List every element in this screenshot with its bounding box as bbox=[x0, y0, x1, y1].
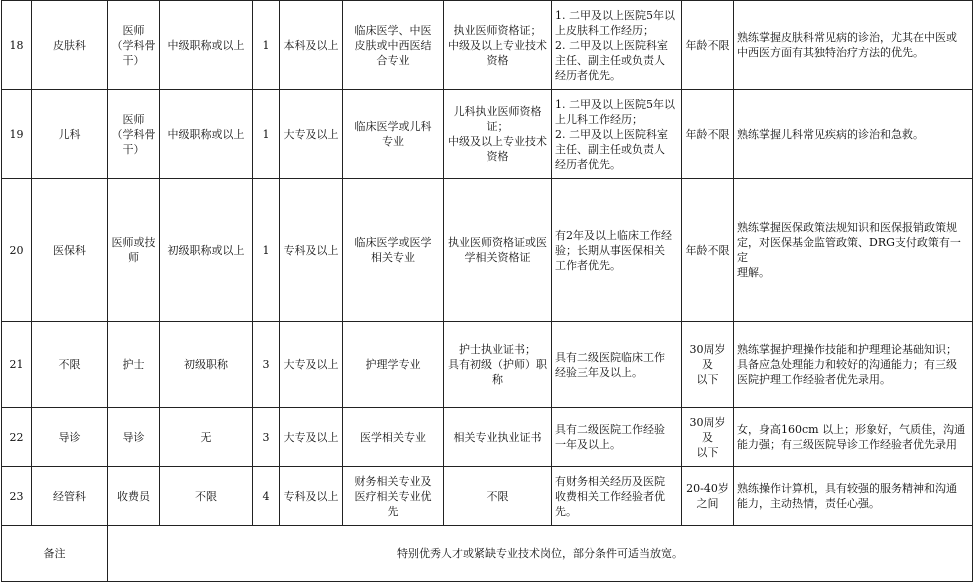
major-cell bbox=[343, 408, 444, 467]
age-cell-text: 30周岁及 以下 bbox=[689, 415, 726, 459]
major-cell-text: 医学相关专业 bbox=[360, 430, 426, 444]
major-cell bbox=[343, 467, 444, 526]
title-requirement-cell-text: 中级职称或以上 bbox=[167, 38, 245, 52]
position-cell-text: 医师或技 师 bbox=[111, 236, 156, 264]
requirements-cell bbox=[734, 179, 973, 322]
row-number-cell bbox=[2, 408, 32, 467]
position-cell bbox=[108, 322, 160, 408]
age-cell-text: 年龄不限 bbox=[685, 243, 730, 257]
headcount-cell-text: 4 bbox=[262, 489, 270, 503]
position-cell bbox=[108, 467, 160, 526]
title-requirement-cell bbox=[160, 90, 253, 179]
note-label: 备注 bbox=[2, 526, 108, 582]
department-cell-text: 医保科 bbox=[53, 243, 86, 257]
headcount-cell-text: 3 bbox=[262, 430, 270, 444]
department-cell-text: 儿科 bbox=[58, 127, 81, 141]
qualification-cell bbox=[444, 408, 552, 467]
row-number-cell bbox=[2, 90, 32, 179]
row-number-cell-text: 21 bbox=[9, 358, 24, 371]
major-cell-text: 护理学专业 bbox=[365, 358, 421, 371]
department-cell bbox=[32, 467, 108, 526]
education-cell bbox=[280, 408, 343, 467]
headcount-cell bbox=[253, 90, 280, 179]
education-cell bbox=[280, 1, 343, 90]
headcount-cell-text: 1 bbox=[262, 38, 270, 52]
table-body bbox=[2, 1, 973, 582]
headcount-cell bbox=[253, 322, 280, 408]
age-cell-text: 30周岁及 以下 bbox=[689, 343, 726, 386]
department-cell-text: 导诊 bbox=[58, 430, 81, 444]
note-text: 特别优秀人才或紧缺专业技术岗位，部分条件可适当放宽。 bbox=[108, 526, 973, 582]
qualification-cell bbox=[444, 90, 552, 179]
table-row bbox=[2, 1, 973, 90]
requirements-cell-text: 熟练掌握皮肤科常见病的诊治，尤其在中医或 中西医方面有其独特治疗方法的优先。 bbox=[737, 31, 957, 59]
row-number-cell-text: 20 bbox=[9, 243, 24, 257]
experience-cell-text: 1. 二甲及以上医院5年以 上皮肤科工作经历； 2. 二甲及以上医院科室 主任、副主任或负责人 经历者优先。 bbox=[555, 8, 675, 82]
headcount-cell-text: 3 bbox=[262, 358, 270, 371]
major-cell-text: 财务相关专业及 医疗相关专业优 先 bbox=[354, 474, 432, 518]
title-requirement-cell bbox=[160, 408, 253, 467]
title-requirement-cell-text: 初级职称 bbox=[184, 358, 228, 371]
major-cell bbox=[343, 322, 444, 408]
row-number-cell-text: 22 bbox=[9, 430, 24, 444]
table-row bbox=[2, 179, 973, 322]
requirements-cell bbox=[734, 90, 973, 179]
education-cell bbox=[280, 90, 343, 179]
department-cell bbox=[32, 322, 108, 408]
position-cell bbox=[108, 90, 160, 179]
qualification-cell-text: 儿科执业医师资格 证； 中级及以上专业技术 资格 bbox=[448, 105, 547, 163]
requirements-cell bbox=[734, 467, 973, 526]
table-row bbox=[2, 322, 973, 408]
row-number-cell bbox=[2, 467, 32, 526]
education-cell bbox=[280, 179, 343, 322]
major-cell bbox=[343, 179, 444, 322]
position-cell-text: 导诊 bbox=[122, 430, 145, 444]
row-number-cell bbox=[2, 179, 32, 322]
table-row bbox=[2, 408, 973, 467]
title-requirement-cell bbox=[160, 467, 253, 526]
requirements-cell-text: 熟练操作计算机，具有较强的服务精神和沟通 能力，主动热情，责任心强。 bbox=[737, 482, 957, 510]
qualification-cell bbox=[444, 179, 552, 322]
experience-cell-text: 具有二级医院工作经验 一年及以上。 bbox=[555, 423, 665, 451]
headcount-cell bbox=[253, 179, 280, 322]
title-requirement-cell-text: 不限 bbox=[195, 489, 217, 503]
experience-cell bbox=[552, 322, 682, 408]
department-cell-text: 皮肤科 bbox=[53, 38, 86, 52]
education-cell bbox=[280, 322, 343, 408]
title-requirement-cell bbox=[160, 179, 253, 322]
age-cell bbox=[682, 408, 734, 467]
age-cell bbox=[682, 1, 734, 90]
title-requirement-cell bbox=[160, 1, 253, 90]
education-cell-text: 大专及以上 bbox=[283, 358, 339, 371]
row-number-cell bbox=[2, 322, 32, 408]
position-cell-text: 医师 （学科骨 干） bbox=[111, 112, 156, 156]
major-cell-text: 临床医学或医学 相关专业 bbox=[354, 236, 432, 264]
title-requirement-cell bbox=[160, 322, 253, 408]
qualification-cell-text: 护士执业证书； 具有初级（护师）职 称 bbox=[448, 343, 547, 386]
experience-cell bbox=[552, 90, 682, 179]
qualification-cell bbox=[444, 467, 552, 526]
requirements-cell-text: 女，身高160cm 以上；形象好，气质佳，沟通 能力强；有三级医院导诊工作经验者优先录用 bbox=[737, 423, 966, 451]
age-cell bbox=[682, 179, 734, 322]
department-cell-text: 经管科 bbox=[53, 489, 86, 503]
education-cell-text: 专科及以上 bbox=[283, 489, 339, 503]
department-cell bbox=[32, 179, 108, 322]
experience-cell bbox=[552, 1, 682, 90]
headcount-cell bbox=[253, 408, 280, 467]
major-cell-text: 临床医学、中医 皮肤或中西医结 合专业 bbox=[354, 23, 432, 67]
education-cell-text: 本科及以上 bbox=[283, 38, 339, 52]
position-cell bbox=[108, 408, 160, 467]
table-row bbox=[2, 467, 973, 526]
department-cell bbox=[32, 90, 108, 179]
age-cell bbox=[682, 467, 734, 526]
title-requirement-cell-text: 无 bbox=[200, 430, 212, 444]
requirements-cell bbox=[734, 408, 973, 467]
age-cell-text: 年龄不限 bbox=[685, 38, 730, 52]
experience-cell bbox=[552, 408, 682, 467]
row-number-cell-text: 19 bbox=[9, 127, 24, 141]
requirements-cell-text: 熟练掌握护理操作技能和护理理论基础知识； 具备应急处理能力和较好的沟通能力；有三级 医院护理工作经验者优先录用。 bbox=[737, 343, 957, 386]
position-cell-text: 医师 （学科骨 干） bbox=[111, 23, 156, 67]
experience-cell-text: 有2年及以上临床工作经 验；长期从事医保相关 工作者优先。 bbox=[555, 228, 672, 272]
age-cell-text: 20-40岁 之间 bbox=[686, 482, 729, 510]
experience-cell bbox=[552, 179, 682, 322]
major-cell bbox=[343, 90, 444, 179]
headcount-cell-text: 1 bbox=[262, 243, 270, 257]
row-number-cell-text: 18 bbox=[9, 38, 24, 52]
qualification-cell bbox=[444, 322, 552, 408]
age-cell-text: 年龄不限 bbox=[685, 127, 730, 141]
age-cell bbox=[682, 322, 734, 408]
recruitment-table bbox=[1, 0, 973, 582]
experience-cell-text: 有财务相关经历及医院 收费相关工作经验者优 先。 bbox=[555, 474, 665, 518]
position-cell bbox=[108, 179, 160, 322]
requirements-cell-text: 熟练掌握医保政策法规知识和医保报销政策规 定，对医保基金监管政策、DRG支付政策有一定 理解。 bbox=[737, 221, 961, 279]
requirements-cell bbox=[734, 1, 973, 90]
qualification-cell-text: 执业医师资格证或医 学相关资格证 bbox=[448, 236, 547, 264]
row-number-cell-text: 23 bbox=[9, 489, 24, 503]
experience-cell-text: 具有二级医院临床工作 经验三年及以上。 bbox=[555, 350, 665, 379]
experience-cell-text: 1. 二甲及以上医院5年以 上儿科工作经历； 2. 二甲及以上医院科室 主任、副主任或负责人 经历者优先。 bbox=[555, 97, 675, 171]
requirements-cell-text: 熟练掌握儿科常见疾病的诊治和急救。 bbox=[737, 127, 924, 141]
headcount-cell bbox=[253, 467, 280, 526]
qualification-cell-text: 不限 bbox=[486, 489, 509, 503]
title-requirement-cell-text: 初级职称或以上 bbox=[167, 243, 245, 257]
title-requirement-cell-text: 中级职称或以上 bbox=[167, 127, 245, 141]
headcount-cell-text: 1 bbox=[262, 127, 270, 141]
row-number-cell bbox=[2, 1, 32, 90]
education-cell-text: 大专及以上 bbox=[283, 430, 339, 444]
education-cell-text: 大专及以上 bbox=[283, 127, 339, 141]
requirements-cell bbox=[734, 322, 973, 408]
education-cell bbox=[280, 467, 343, 526]
age-cell bbox=[682, 90, 734, 179]
qualification-cell-text: 执业医师资格证； 中级及以上专业技术 资格 bbox=[448, 23, 547, 67]
education-cell-text: 专科及以上 bbox=[283, 243, 339, 257]
position-cell bbox=[108, 1, 160, 90]
qualification-cell-text: 相关专业执业证书 bbox=[453, 430, 542, 444]
department-cell bbox=[32, 408, 108, 467]
experience-cell bbox=[552, 467, 682, 526]
table-row bbox=[2, 90, 973, 179]
note-row bbox=[2, 526, 973, 582]
headcount-cell bbox=[253, 1, 280, 90]
position-cell-text: 护士 bbox=[122, 358, 145, 371]
qualification-cell bbox=[444, 1, 552, 90]
position-cell-text: 收费员 bbox=[117, 489, 150, 503]
department-cell-text: 不限 bbox=[58, 358, 81, 371]
major-cell bbox=[343, 1, 444, 90]
department-cell bbox=[32, 1, 108, 90]
major-cell-text: 临床医学或儿科 专业 bbox=[354, 120, 432, 148]
